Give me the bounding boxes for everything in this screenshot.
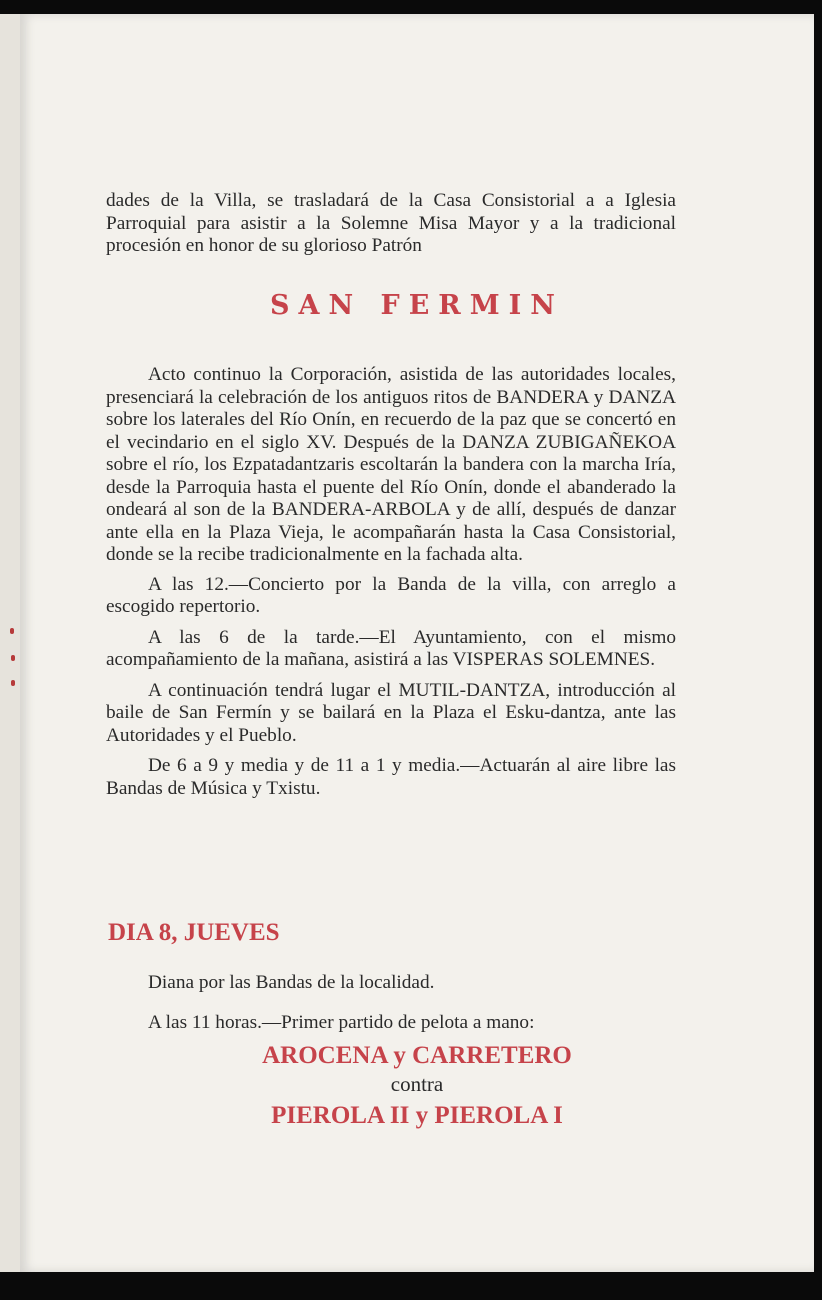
page-edge-mark bbox=[10, 628, 14, 634]
left-page-edge bbox=[0, 14, 20, 1272]
paragraph-text: dades de la Villa, se trasladará de la Casa Consistorial a a Iglesia Parroquial para asistir a la Solemne Misa Mayor y a la tradicional procesión en honor de su glorioso Patrón bbox=[106, 190, 676, 256]
day-heading: DIA 8, JUEVES bbox=[108, 919, 280, 946]
paragraph-bandas: De 6 a 9 y media y de 11 a 1 y media.—Actuarán al aire libre las Bandas de Música y Txistu. bbox=[106, 755, 676, 799]
match-team-1: AROCENA y CARRETERO bbox=[262, 1042, 572, 1069]
paragraph-visperas: A las 6 de la tarde.—El Ayuntamiento, con el mismo acompañamiento de la mañana, asistirá a las VISPERAS SOLEMNES. bbox=[106, 626, 676, 670]
match-team-2: PIEROLA II y PIEROLA I bbox=[271, 1102, 563, 1129]
pelota-line: A las 11 horas.—Primer partido de pelota a mano: bbox=[148, 1012, 535, 1033]
body-paragraphs bbox=[106, 364, 676, 800]
diana-line: Diana por las Bandas de la localidad. bbox=[148, 972, 435, 993]
page-edge-mark bbox=[11, 655, 15, 661]
paragraph-mutil-dantza: A continuación tendrá lugar el MUTIL-DANTZA, introducción al baile de San Fermín y se bailará en la Plaza el Esku-dantza, ante las Autoridades y el Pueblo. bbox=[106, 679, 676, 746]
paragraph-ritos: Acto continuo la Corporación, asistida de las autoridades locales, presenciará la celebración de los antiguos ritos de BANDERA y DANZA sobre los laterales del Río Onín, en recuerdo de la paz que se concertó en el vecindario en el siglo XV. Después de la DANZA ZUBIGAÑEKOA sobre el río, los Ezpatadantzaris escoltarán la bandera con la marcha Iría, desde la Parroquia hasta el puente del Río Onín, donde el abanderado la ondeará al son de la BANDERA-ARBOLA y de allí, después de danzar ante ella en la Plaza Vieja, le acompañarán hasta la Casa Consistorial, donde se la recibe tradicionalmente en la fachada alta. bbox=[106, 364, 676, 565]
paragraph-concierto: A las 12.—Concierto por la Banda de la villa, con arreglo a escogido repertorio. bbox=[106, 573, 676, 617]
match-versus: contra bbox=[390, 1072, 444, 1096]
saint-heading: SAN FERMIN bbox=[270, 290, 564, 321]
page-edge-mark bbox=[11, 680, 15, 686]
document-page bbox=[20, 14, 814, 1272]
top-paragraph bbox=[106, 190, 676, 258]
